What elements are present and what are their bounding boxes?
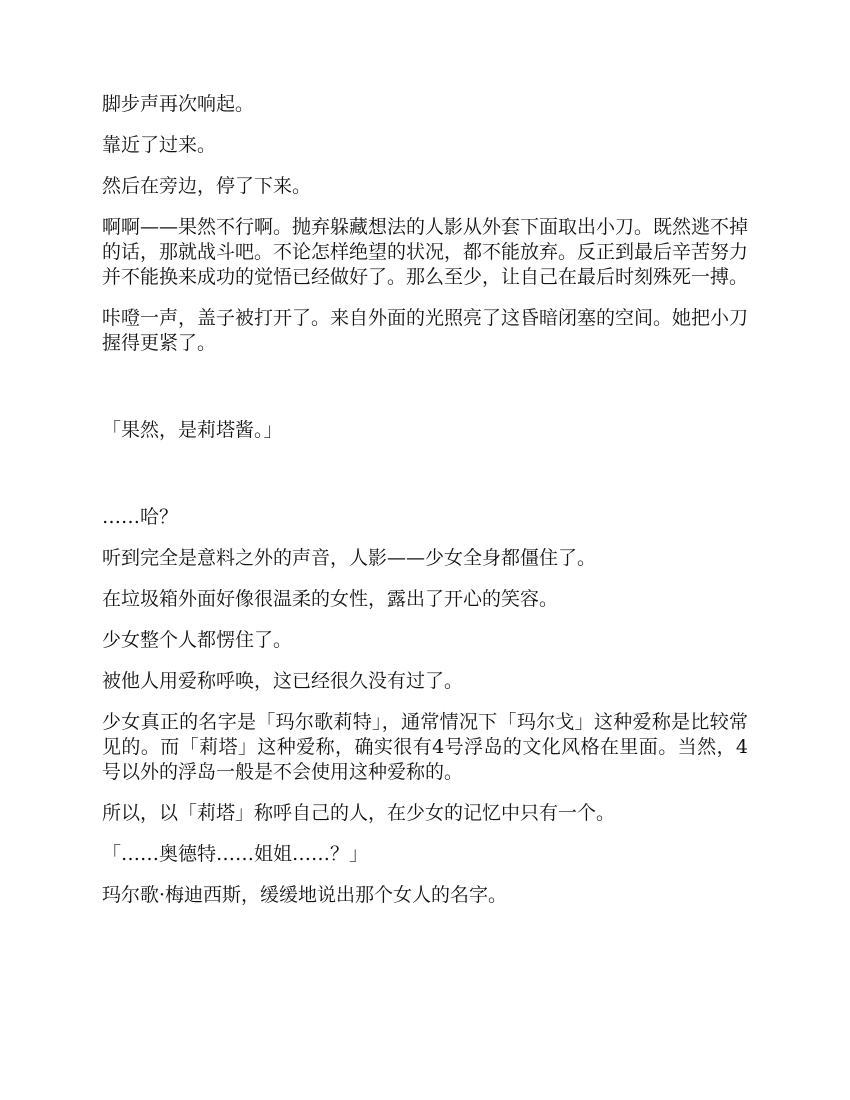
dialogue-line: 「果然，是莉塔酱。」 bbox=[102, 419, 283, 441]
paragraph: 在垃圾箱外面好像很温柔的女性，露出了开心的笑容。 bbox=[102, 588, 559, 610]
paragraph: 啊啊——果然不行啊。抛弃躲藏想法的人影从外套下面取出小刀。既然逃不掉的话，那就战斗吧。不论怎样绝望的状况，都不能放弃。反正到最后辛苦努力并不能换来成功的觉悟已经做好了。那么至少，让自己在最后时刻殊死一搏。 bbox=[102, 216, 749, 288]
paragraph: 听到完全是意料之外的声音，人影——少女全身都僵住了。 bbox=[102, 547, 597, 569]
paragraph: 少女整个人都愣住了。 bbox=[102, 629, 293, 651]
document-page bbox=[102, 92, 748, 924]
paragraph: 脚步声再次响起。 bbox=[102, 93, 255, 115]
paragraph: 少女真正的名字是「玛尔歌莉特」，通常情况下「玛尔戈」这种爱称是比较常见的。而「莉塔」这种爱称，确实很有4号浮岛的文化风格在里面。当然，4号以外的浮岛一般是不会使用这种爱称的。 bbox=[102, 711, 748, 783]
paragraph: 咔噔一声，盖子被打开了。来自外面的光照亮了这昏暗闭塞的空间。她把小刀握得更紧了。 bbox=[102, 307, 749, 354]
paragraph: 靠近了过来。 bbox=[102, 134, 217, 156]
dialogue-line: 「……奥德特……姐姐……？」 bbox=[102, 843, 369, 865]
paragraph: 然后在旁边，停了下来。 bbox=[102, 175, 312, 197]
paragraph: 被他人用爱称呼唤，这已经很久没有过了。 bbox=[102, 670, 464, 692]
paragraph: ……哈？ bbox=[102, 506, 179, 528]
section-gap bbox=[102, 459, 748, 505]
section-gap bbox=[102, 372, 748, 418]
paragraph: 玛尔歌·梅迪西斯，缓缓地说出那个女人的名字。 bbox=[102, 884, 508, 906]
paragraph: 所以，以「莉塔」称呼自己的人，在少女的记忆中只有一个。 bbox=[102, 802, 616, 824]
